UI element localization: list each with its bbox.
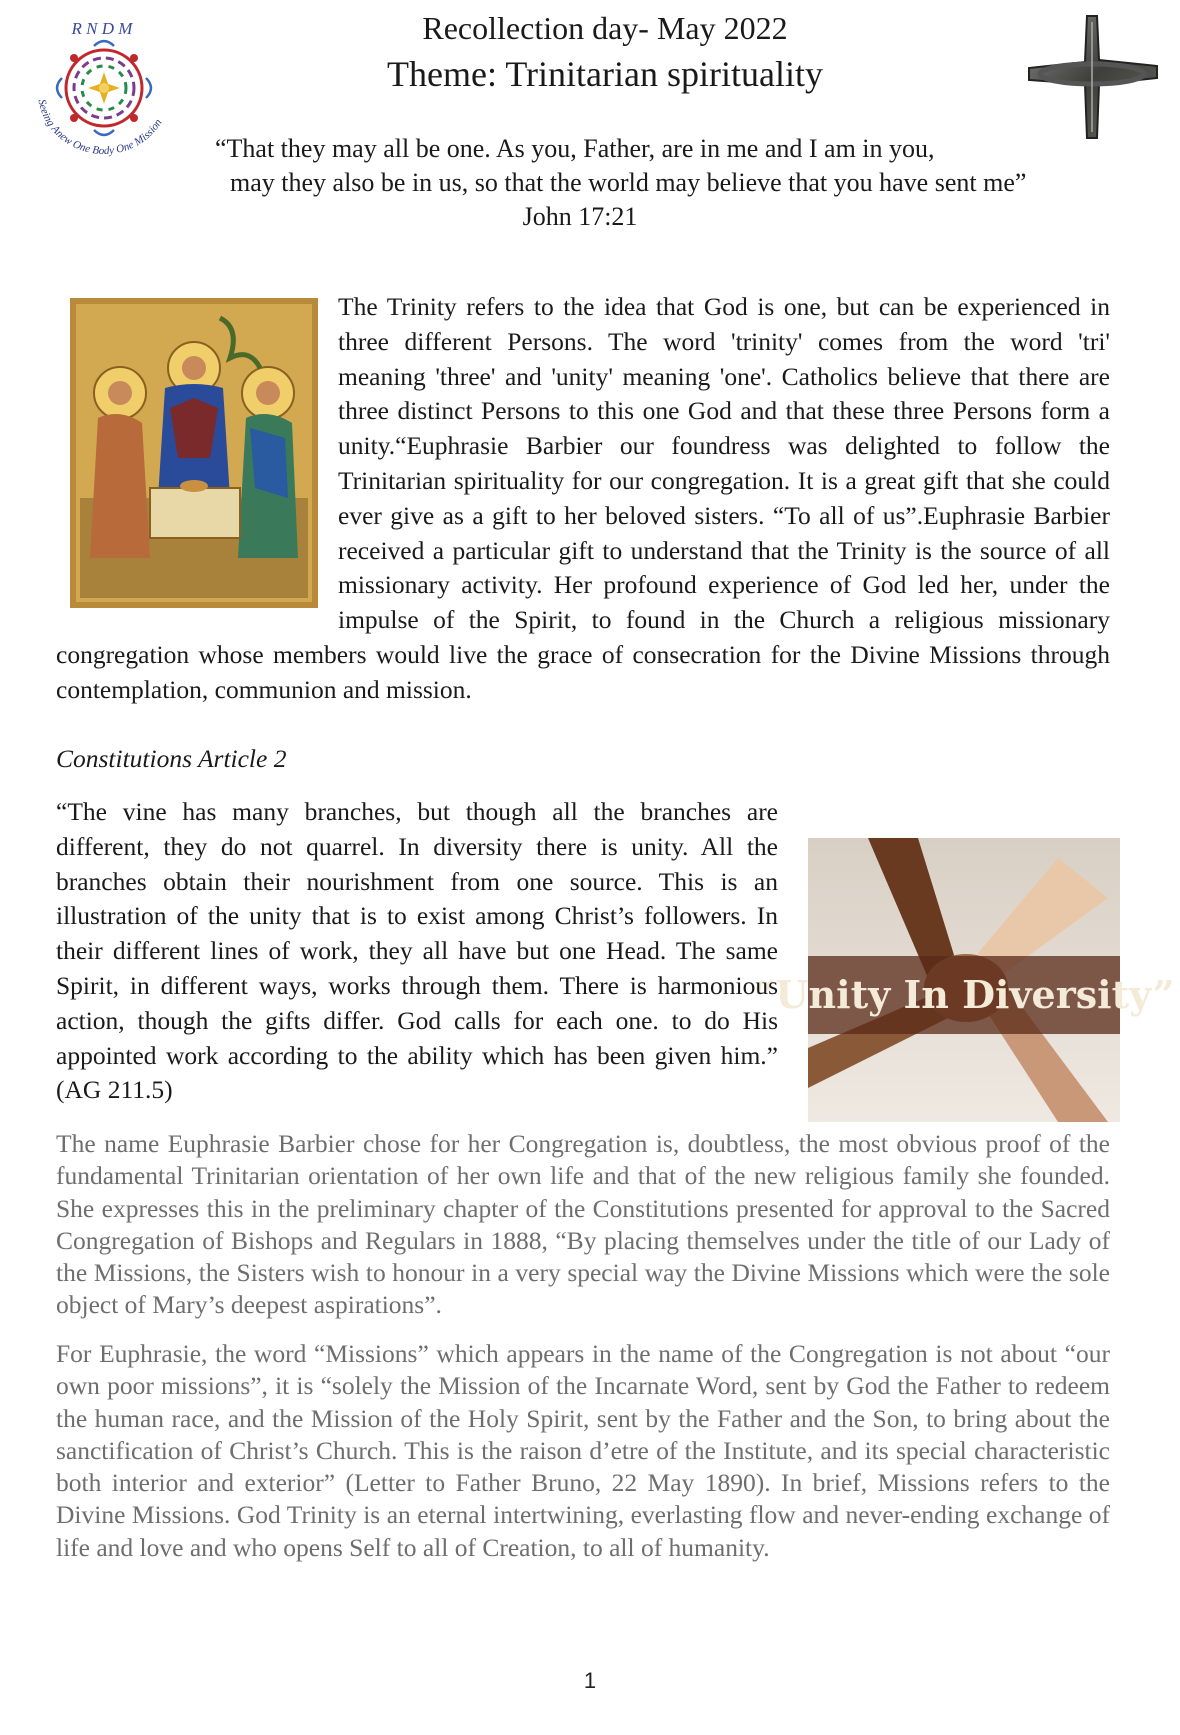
vine-paragraph (56, 795, 1110, 1120)
trinity-paragraph (56, 290, 1110, 708)
scripture-line-2: may they also be in us, so that the world may believe that you have sent me” (230, 168, 1027, 197)
rndm-logo (20, 12, 185, 162)
page-number: 1 (583, 1668, 597, 1693)
scripture-reference: John 17:21 (522, 202, 638, 231)
scripture-line-1: “That they may all be one. As you, Father, are in me and I am in you, (215, 134, 935, 163)
image-spacer (56, 290, 338, 632)
svg-text:Seeing Anew One Body One Missi (36, 98, 165, 157)
logo-letters: R N D M (71, 19, 133, 38)
document-title: Recollection day- May 2022 (422, 10, 788, 46)
image-spacer (778, 830, 1110, 1120)
trinity-paragraph-text: The Trinity refers to the idea that God is one, but can be experienced in three different Persons. The word 'trinity' comes from the word 'tri' meaning 'three' and 'unity' meaning 'one'. Catholics believe that there are three distinct Persons to this one God and that these three Persons form a unity.“Euphrasie Barbier our foundress was delighted to follow the Trinitarian spirituality for our congregation. It is a great gift that she could ever give as a gift to her beloved sisters. “To all of us”.Euphrasie Barbier received a particular gift to understand that the Trinity is the source of all missionary activity. Her profound experience of God led her, under the impulse of the Spirit, to found in the Church a religious missionary congregation whose members would live the grace of consecration for the Divine Missions through contemplation, communion and mission. (56, 292, 1110, 704)
cross-ring-image (1025, 12, 1160, 142)
constitutions-citation: Constitutions Article 2 (56, 744, 287, 773)
image-caption: “Unity In Diversity” (753, 972, 1175, 1017)
scripture-reference-row (0, 200, 1160, 234)
vine-paragraph-text: “The vine has many branches, but though all the branches are different, they do not quarrel. In diversity there is unity. All the branches obtain their nourishment from one source. This is an illustration of the unity that is to exist among Christ’s followers. In their different lines of work, they all have but one Head. The same Spirit, in different ways, works through them. There is harmonious action, though the gifts differ. God calls for each one. to do His appointed work according to the ability which has been given him.” (AG 211.5) (56, 797, 778, 1105)
missions-paragraph: For Euphrasie, the word “Missions” which appears in the name of the Congregation is not about “our own poor missions”, it is “solely the Mission of the Incarnate Word, sent by God the Father to redeem the human race, and the Mission of the Holy Spirit, sent by the Father and the Son, to bring about the sanctification of Christ’s Church. This is the raison d’etre of the Institute, and its special characteristic both interior and exterior” (Letter to Father Bruno, 22 May 1890). In brief, Missions refers to the Divine Missions. God Trinity is an eternal intertwining, everlasting flow and never-ending exchange of life and love and who opens Self to all of Creation, to all of humanity. (56, 1339, 1110, 1562)
logo-motto: Seeing Anew One Body One Mission (35, 98, 165, 158)
document-theme: Theme: Trinitarian spirituality (387, 54, 823, 94)
congregation-name-paragraph: The name Euphrasie Barbier chose for her Congregation is, doubtless, the most obvious proof of the fundamental Trinitarian orientation of her own life and that of the new religious family she founded. She expresses this in the preliminary chapter of the Constitutions presented for approval to the Sacred Congregation of Bishops and Regulars in 1888, “By placing themselves under the title of our Lady of the Missions, the Sisters wish to honour in a very special way the Divine Missions which were the sole object of Mary’s deepest aspirations”. (56, 1129, 1110, 1320)
